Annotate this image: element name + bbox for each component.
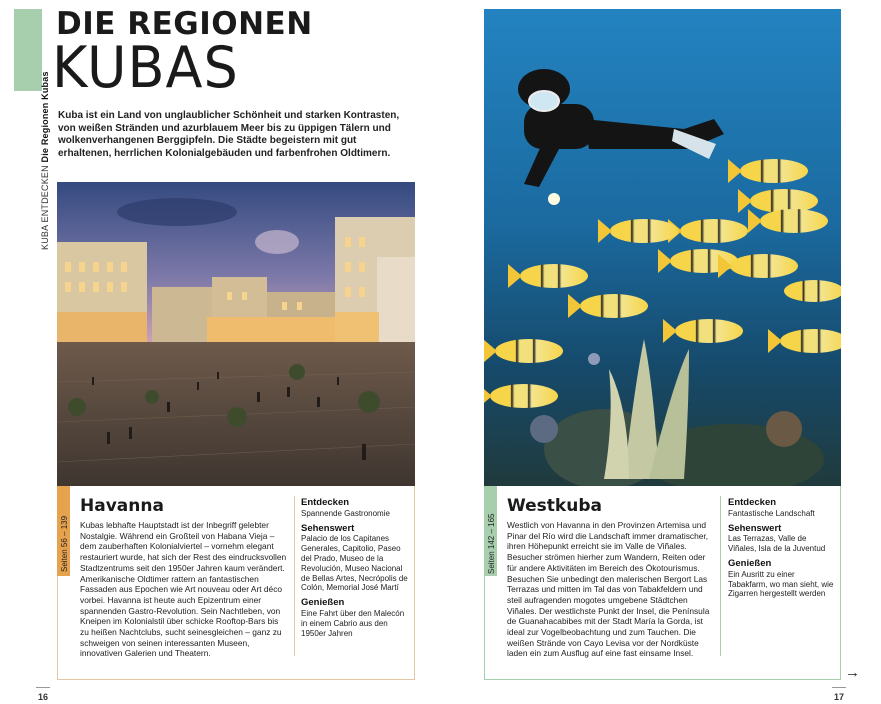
folio-rule-left	[36, 687, 50, 688]
havanna-info-heading-sehenswert: Sehenswert	[301, 522, 355, 534]
page-title-line1: DIE REGIONEN	[56, 6, 313, 42]
westkuba-info-text-geniessen: Ein Ausritt zu einer Tabakfarm, wo man sieht, wie Zigarren hergestellt werden	[728, 569, 834, 599]
havana-plaza-illustration	[57, 182, 415, 486]
westkuba-info-heading-sehenswert: Sehenswert	[728, 522, 782, 534]
havanna-pages-label: Seiten 56 – 139	[60, 515, 69, 572]
havanna-heading: Havanna	[80, 496, 164, 516]
diver-fish-photo	[484, 9, 841, 486]
diver-fish-illustration	[484, 9, 841, 486]
next-page-arrow-icon[interactable]: →	[845, 664, 860, 681]
westkuba-info-text-entdecken: Fantastische Landschaft	[728, 508, 815, 518]
westkuba-heading: Westkuba	[507, 496, 602, 516]
page-number-left: 16	[38, 692, 49, 702]
running-header	[40, 71, 50, 250]
westkuba-info-column	[728, 498, 834, 599]
havanna-info-text-geniessen: Eine Fahrt über den Malecón in einem Cabrio aus den 1950er Jahren	[301, 608, 405, 638]
running-header-title: Die Regionen Kubas	[40, 71, 50, 163]
title-accent-block	[14, 9, 42, 91]
westkuba-body: Westlich von Havanna in den Provinzen Artemisa und Pinar del Río wird die Landschaft immer dramatischer, ihren Höhepunkt erreicht sie im Valle de Viñales. Besucher strömen hierher zum Wandern, Reiten oder für andere Aktivitäten im Bereich des Ökotourismus. Besuchen Sie unbedingt den malerischen Bergort Las Terrazas und mitten im Tal das von Tabakfeldern und steil aufragenden mogotes umgebene Städtchen Viñales. Der westlichste Punkt der Insel, die Península de Guanahacabibes mit der Stadt María la Gorda, ist ideal zur Vogelbeobachtung und zum Tauchen. Die weißen Strände von Cayo Levisa vor der Nordküste laden ein zum Ausflug auf eine fast einsame Insel.	[507, 520, 710, 659]
havanna-info-text-entdecken: Spannende Gastronomie	[301, 508, 390, 518]
havanna-info-column	[301, 498, 409, 638]
havana-plaza-photo	[57, 182, 415, 486]
westkuba-info-heading-geniessen: Genießen	[728, 557, 772, 569]
running-header-section: KUBA ENTDECKEN	[40, 165, 50, 250]
page-title-line2: KUBAS	[52, 34, 239, 101]
havanna-card-divider	[294, 496, 295, 656]
westkuba-info-heading-entdecken: Entdecken	[728, 497, 777, 508]
westkuba-pages-label: Seiten 142 – 165	[487, 513, 496, 574]
folio-rule-right	[832, 687, 846, 688]
havanna-info-heading-geniessen: Genießen	[301, 597, 345, 609]
intro-paragraph: Kuba ist ein Land von unglaublicher Schönheit und starken Kontrasten, von weißen Stränden und azurblauem Meer bis zu üppigen Tälern und wolkenverhangenen Berggipfeln. Die Städte begeistern mit gut erhaltenen, herrlichen Kolonialgebäuden und farbenfrohen Oldtimern.	[58, 110, 400, 159]
havanna-body: Kubas lebhafte Hauptstadt ist der Inbegriff gelebter Nostalgie. Während ein Großteil von Habana Vieja – dem zauberhaften Kolonialviertel – vornehm elegant restauriert wurde, hat sich der Rest des eindrucksvollen Stadtzentrums seit den 1950er Jahren kaum verändert. Amerikanische Oldtimer rattern an fantastischen Fassaden aus Epochen wie Art nouveau oder Art déco vorbei. Havanna ist heute auch Epizentrum einer spannenden Gastro-Revolution. Sein Nachtleben, von Kneipen im Kolonialstil über schicke Rooftop-Bars bis zu heißen Nachtclubs, sucht seinesgleichen – ganz zu schweigen von seinen interessanten Museen, innovativen Galerien und Theatern.	[80, 520, 287, 659]
havanna-info-text-sehenswert: Palacio de los Capitanes Generales, Capitolio, Paseo del Prado, Museo de la Revolución, Museo Nacional de Bellas Artes, Necrópolis de Colón, Memorial José Martí	[301, 534, 408, 593]
westkuba-card-divider	[720, 496, 721, 656]
havanna-info-heading-entdecken: Entdecken	[301, 497, 350, 508]
westkuba-info-text-sehenswert: Las Terrazas, Valle de Viñales, Isla de la Juventud	[728, 534, 826, 554]
page-number-right: 17	[834, 692, 845, 702]
